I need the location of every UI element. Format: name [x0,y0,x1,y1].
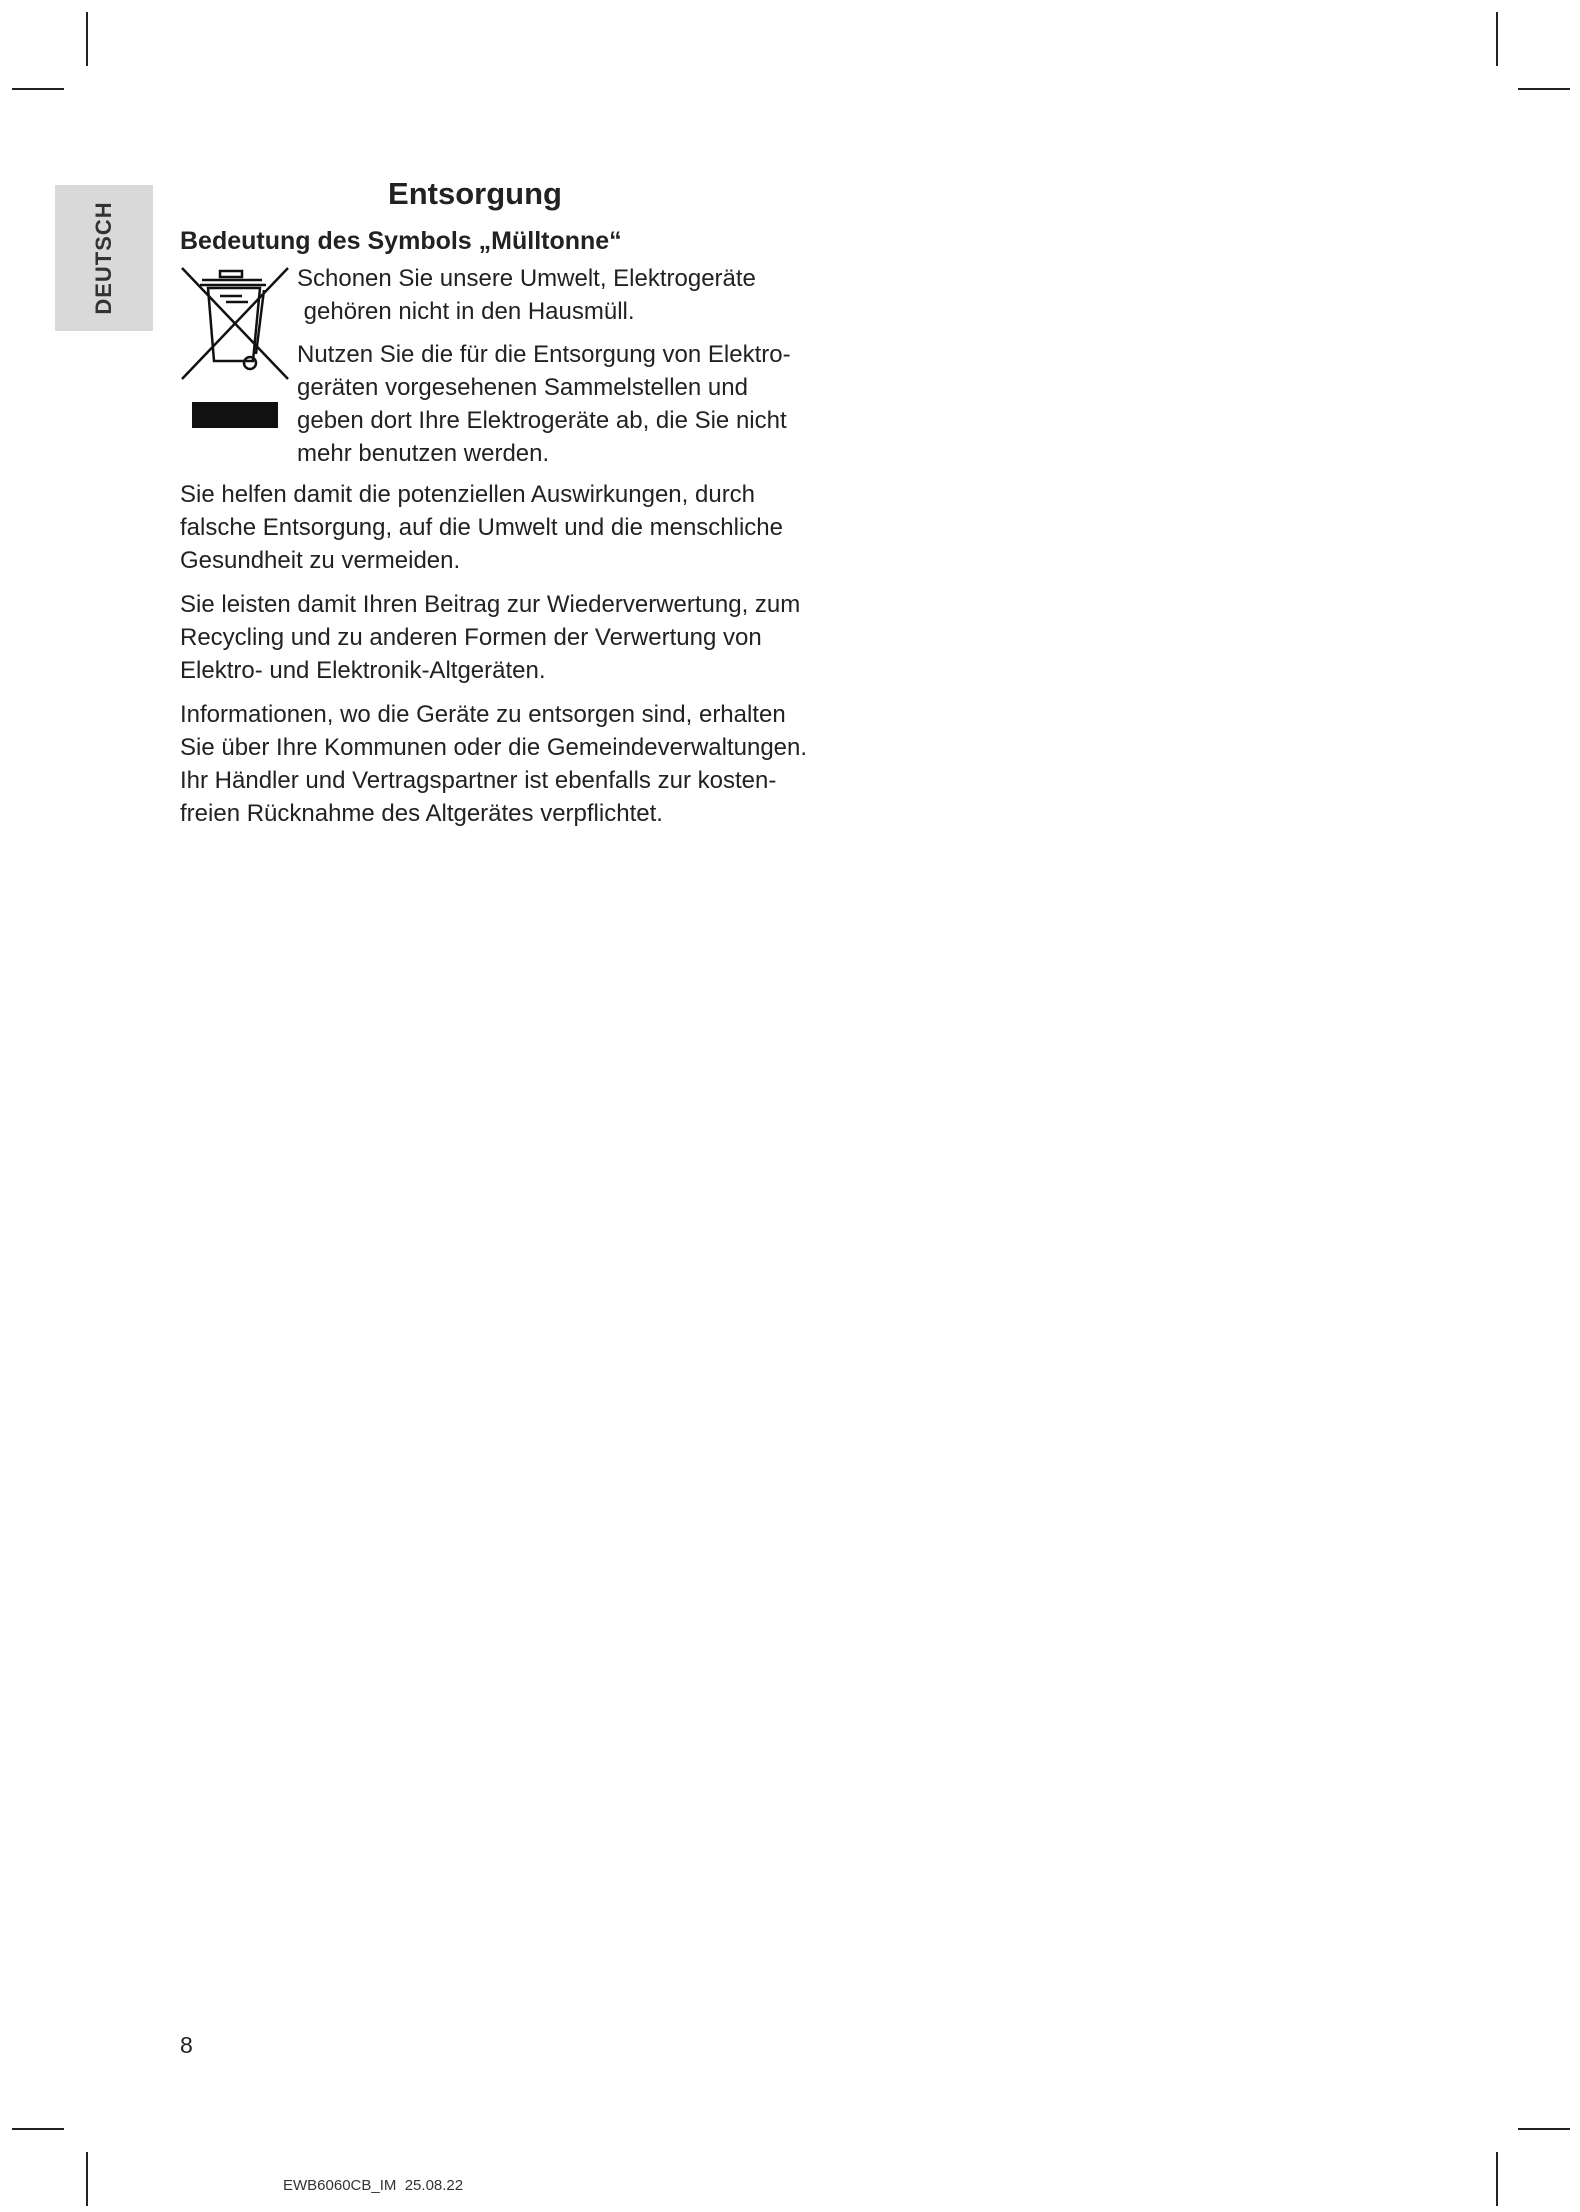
paragraph-line: Elektro- und Elektronik-Altgeräten. [180,657,546,684]
crop-mark [12,2128,64,2130]
crop-mark [1518,88,1570,90]
paragraph-line: Informationen, wo die Geräte zu entsorgen sind, erhalten [180,701,786,728]
language-tab [55,185,153,331]
paragraph-line: Sie über Ihre Kommunen oder die Gemeindeverwaltungen. [180,734,808,761]
intro-line: geben dort Ihre Elektrogeräte ab, die Sie nicht [297,407,787,434]
footer-doc-id: EWB6060CB_IM 25.08.22 [283,2177,464,2194]
crossed-out-wheelie-bin-icon [180,266,292,384]
paragraph-line: freien Rücknahme des Altgerätes verpflichtet. [180,800,663,827]
section-title: Entsorgung [388,176,562,211]
paragraph-line: Ihr Händler und Vertragspartner ist ebenfalls zur kosten- [180,767,777,794]
crop-mark [86,12,88,66]
paragraph-line: Sie helfen damit die potenziellen Auswirkungen, durch [180,481,756,508]
crop-mark [12,88,64,90]
crop-mark [1496,2152,1498,2206]
paragraph-line: Sie leisten damit Ihren Beitrag zur Wiederverwertung, zum [180,591,801,618]
intro-line: geräten vorgesehenen Sammelstellen und [297,374,748,401]
paragraph-line: Recycling und zu anderen Formen der Verwertung von [180,624,762,651]
crop-mark [1518,2128,1570,2130]
paragraph-recycling [180,588,801,687]
intro-line: mehr benutzen werden. [297,440,550,467]
crop-mark [1496,12,1498,66]
intro-line: gehören nicht in den Hausmüll. [297,298,635,325]
language-tab-label: DEUTSCH [91,201,116,315]
crop-mark [86,2152,88,2206]
paragraph-line: falsche Entsorgung, auf die Umwelt und die menschliche [180,514,783,541]
paragraph-impact [180,478,783,577]
page-number: 8 [180,2032,193,2058]
paragraph-information [180,698,808,830]
paragraph-line: Gesundheit zu vermeiden. [180,547,461,574]
section-subtitle: Bedeutung des Symbols „Mülltonne“ [180,227,622,255]
intro-line: Nutzen Sie die für die Entsorgung von Elektro- [297,341,791,368]
disposal-date-bar [192,402,278,428]
intro-line: Schonen Sie unsere Umwelt, Elektrogeräte [297,265,756,292]
